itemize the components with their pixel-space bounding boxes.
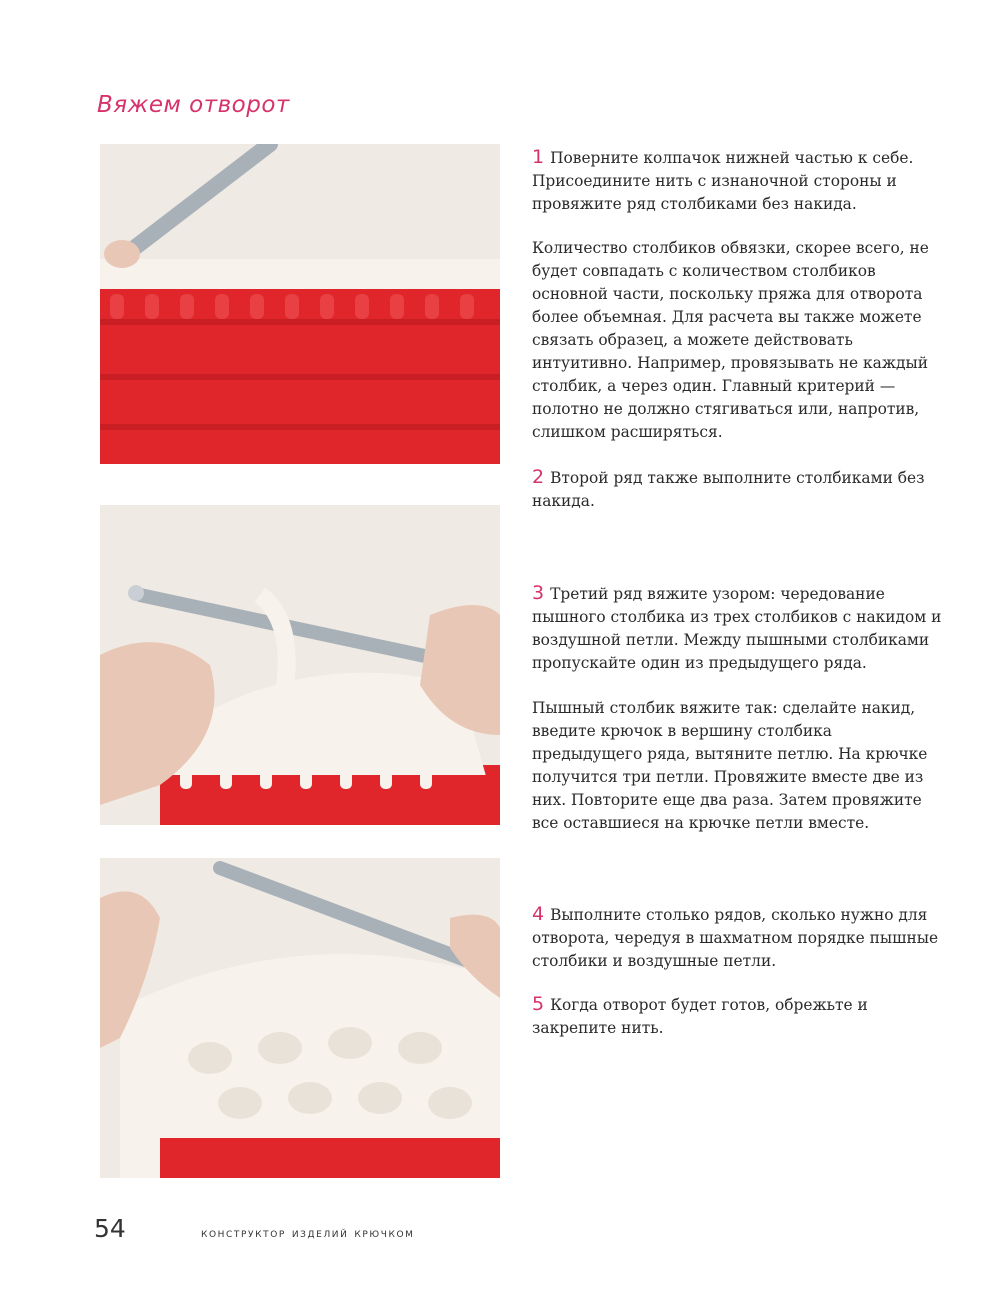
step-text: Второй ряд также выполните столбиками без накида. bbox=[532, 469, 925, 510]
step-number: 5 bbox=[532, 993, 545, 1015]
step-number: 3 bbox=[532, 582, 545, 604]
photo-step-1 bbox=[100, 144, 500, 464]
step-3 bbox=[532, 582, 942, 675]
running-footer-title: конструктор изделий крючком bbox=[201, 1225, 415, 1241]
photo-step-3 bbox=[100, 505, 500, 825]
page-title: Вяжем отворот bbox=[97, 92, 290, 118]
step-4 bbox=[532, 903, 942, 973]
step-number: 2 bbox=[532, 466, 545, 488]
step-1 bbox=[532, 146, 942, 216]
step-text: Выполните столько рядов, сколько нужно для отворота, чередуя в шахматном порядке пышные столбики и воздушные петли. bbox=[532, 906, 939, 970]
step-5 bbox=[532, 993, 942, 1040]
page-number: 54 bbox=[94, 1214, 126, 1243]
note-paragraph: Количество столбиков обвязки, скорее всего, не будет совпадать с количеством столбиков основной части, поскольку пряжа для отворота более объемная. Для расчета вы также можете связать образец, а можете действовать интуитивно. Например, провязывать не каждый столбик, а через один. Главный критерий — полотно не должно стягиваться или, напротив, слишком расширяться. bbox=[532, 239, 929, 441]
step-number: 4 bbox=[532, 903, 545, 925]
step-text: Третий ряд вяжите узором: чередование пышного столбика из трех столбиков с накидом и воздушной петли. Между пышными столбиками пропускайте один из предыдущего ряда. bbox=[532, 585, 942, 672]
step-text: Когда отворот будет готов, обрежьте и закрепите нить. bbox=[532, 996, 868, 1037]
step-number: 1 bbox=[532, 146, 545, 168]
step-text: Поверните колпачок нижней частью к себе. Присоедините нить с изнаночной стороны и провяжите ряд столбиками без накида. bbox=[532, 149, 914, 213]
photo-step-4 bbox=[100, 858, 500, 1178]
note-paragraph: Пышный столбик вяжите так: сделайте накид, введите крючок в вершину столбика предыдущего ряда, вытяните петлю. На крючке получится три петли. Провяжите вместе две из них. Повторите еще два раза. Затем провяжите все оставшиеся на крючке петли вместе. bbox=[532, 699, 928, 832]
step-2 bbox=[532, 466, 942, 513]
